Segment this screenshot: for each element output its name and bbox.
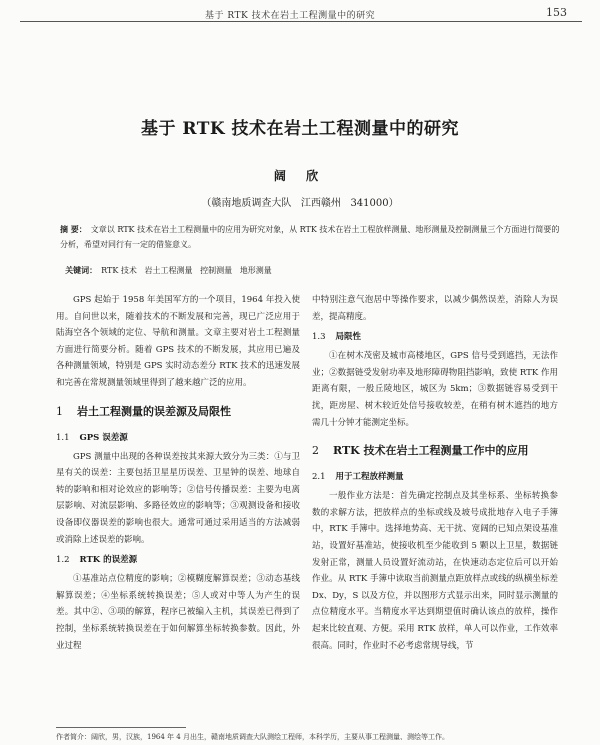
subsection-2-1-heading xyxy=(312,469,558,485)
running-header-title: 基于 RTK 技术在岩土工程测量中的研究 xyxy=(205,11,376,21)
section-2-number: 2 xyxy=(312,444,319,458)
abstract-label: 摘 要： xyxy=(60,224,87,234)
footnote-divider xyxy=(56,727,186,728)
subsection-2-1-title: 用于工程放样测量 xyxy=(335,472,404,483)
section-1-number: 1 xyxy=(56,404,63,418)
subsection-1-1-heading xyxy=(56,430,300,446)
subsection-1-3-number: 1.3 xyxy=(312,332,326,343)
left-column xyxy=(56,292,300,654)
subsection-1-2-heading xyxy=(56,552,300,568)
header-divider xyxy=(20,21,582,22)
intro-paragraph: GPS 起始于 1958 年美国军方的一个项目，1964 年投入使用。自问世以来，随着技术的不断发展和完善，现已广泛应用于陆海空各个领域的定位、导航和测量。文章主要对岩土工程测量方面进行简要分析。随着 GPS 技术的不断发展，其应用已遍及各种测量领域，特别是 GPS 实时动态差分 RTK 技术的迅速发展和完善在常规测量领域里得到了越来越广泛的应用。 xyxy=(56,295,300,388)
section-1-title: 岩土工程测量的误差源及局限性 xyxy=(77,404,231,418)
abstract-text: 文章以 RTK 技术在岩土工程测量中的应用为研究对象，从 RTK 技术在岩土工程放样测量、地形测量及控制测量三个方面进行简要的分析，希望对同行有一定的借鉴意义。 xyxy=(60,225,560,249)
abstract xyxy=(60,222,560,252)
subsection-1-2-number: 1.2 xyxy=(56,555,70,566)
section-1-heading xyxy=(56,404,300,420)
subsection-2-1-number: 2.1 xyxy=(312,472,326,483)
paper-author: 阔 欣 xyxy=(273,169,327,183)
section-2-title: RTK 技术在岩土工程测量工作中的应用 xyxy=(333,444,529,458)
keywords xyxy=(60,256,272,276)
subsection-1-1-text: GPS 测量中出现的各种误差按其来源大致分为三类：①与卫星有关的误差：主要包括卫星星历误差、卫星钟的误差、地球自转的影响和相对论效应的影响等；②信号传播误差：主要为电离层影响、对流层影响、多路径效应的影响等；③观测设备和接收设备即仪器误差的影响也很大。通常可通过采用适当的方法减弱或消除上述误差的影响。 xyxy=(56,451,300,545)
page-number: 153 xyxy=(546,6,567,19)
subsection-1-2-title: RTK 的误差源 xyxy=(79,555,138,566)
subsection-1-2-text: ①基准站点位精度的影响；②模糊度解算误差；③动态基线解算误差；④坐标系统转换误差；⑤人或对中等人为产生的误差。其中②、③项的解算，程序已被编入主机，其误差已得到了控制，坐标系统转换误差在于如何解算坐标转换参数。因此，外业过程 xyxy=(56,574,300,651)
subsection-1-3-title: 局限性 xyxy=(335,332,362,343)
continued-paragraph: 中特别注意气泡居中等操作要求，以减少偶然误差，消除人为误差，提高精度。 xyxy=(312,295,558,322)
subsection-2-1-text: 一般作业方法是：首先确定控制点及其坐标系、坐标转换参数的求解方法，把放样点的坐标或线及坡号成批地存入电子手簿中，RTK 手簿中。选择地势高、无干扰、宽阔的已知点架设基准站，设置好基准站，使接收机至少能收到 5 颗以上卫星，数据链发射正常，测量人员设置好流动站，在快速动态定位后可以开始作业。从 RTK 手簿中读取当前测量点距放样点或线的纵横坐标差 Dx、Dy，S 以及方位，并以图形方式显示出来，同时显示测量的点位精度水平。当精度水平达到期望值时确认该点的放样，操作起来比较直观、方便。采用 RTK 放样，单人可以作业，工作效率很高。同时，作业时不必考虑常规导线，节 xyxy=(312,491,558,651)
paper-title: 基于 RTK 技术在岩土工程测量中的研究 xyxy=(140,119,460,139)
author-footnote: 作者简介：阔欣，男，汉族，1964 年 4 月出生，赣南地质调查大队测绘工程师，本科学历，主要从事工程测量、测绘等工作。 xyxy=(56,733,449,741)
subsection-1-3-text: ①在树木茂密及城市高楼地区，GPS 信号受到遮挡，无法作业；②数据链受发射功率及地形障碍物阻挡影响，致使 RTK 作用距离有限，一般丘陵地区，城区为 5km；③数据链容易受到干扰，距房屋、树木较近处信号接收较差，在稍有树木遮挡的地方需几十分钟才能测定坐标。 xyxy=(312,351,558,428)
subsection-1-3-heading xyxy=(312,329,558,345)
section-2-heading xyxy=(312,443,558,459)
right-column xyxy=(312,292,558,654)
author-affiliation: （赣南地质调查大队 江西赣州 341000） xyxy=(201,198,399,209)
subsection-1-1-title: GPS 误差源 xyxy=(79,432,128,443)
keywords-text: RTK 技术 岩土工程测量 控制测量 地形测量 xyxy=(101,266,272,275)
keywords-label: 关键词： xyxy=(65,265,98,275)
subsection-1-1-number: 1.1 xyxy=(56,432,70,443)
